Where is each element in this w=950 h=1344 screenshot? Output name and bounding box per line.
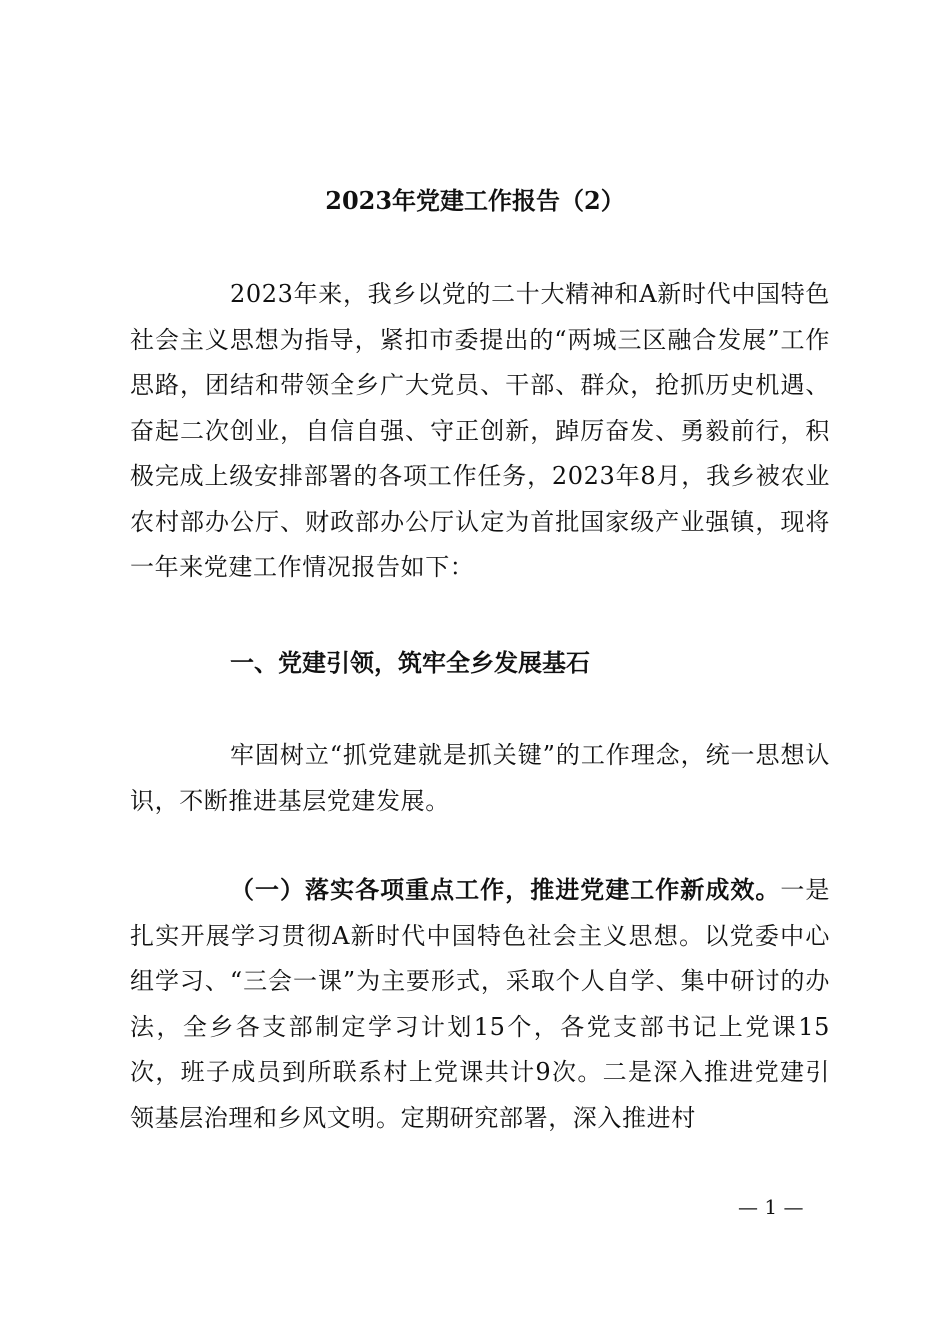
subsection-1-paragraph <box>130 867 830 1141</box>
intro-paragraph: 2023年来，我乡以党的二十大精神和A新时代中国特色社会主义思想为指导，紧扣市委提出的“两城三区融合发展”工作思路，团结和带领全乡广大党员、干部、群众，抢抓历史机遇、奋起二次创业，自信自强、守正创新，踔厉奋发、勇毅前行，积极完成上级安排部署的各项工作任务，2023年8月，我乡被农业农村部办公厅、财政部办公厅认定为首批国家级产业强镇，现将一年来党建工作情况报告如下： <box>130 280 830 581</box>
subsection-1-body: 一是扎实开展学习贯彻A新时代中国特色社会主义思想。以党委中心组学习、“三会一课”为主要形式，采取个人自学、集中研讨的办法，全乡各支部制定学习计划15个，各党支部书记上党课15次，班子成员到所联系村上党课共计9次。二是深入推进党建引领基层治理和乡风文明。定期研究部署，深入推进村 <box>130 876 830 1132</box>
subsection-heading-1: （一）落实各项重点工作，推进党建工作新成效。 <box>230 875 781 904</box>
section-heading-1: 一、党建引领，筑牢全乡发展基石 <box>230 649 590 677</box>
section-1-paragraph: 牢固树立“抓党建就是抓关键”的工作理念，统一思想认识，不断推进基层党建发展。 <box>130 741 830 815</box>
page-number: — 1 — <box>738 1195 804 1219</box>
document-title: 2023年党建工作报告（2） <box>325 186 625 215</box>
